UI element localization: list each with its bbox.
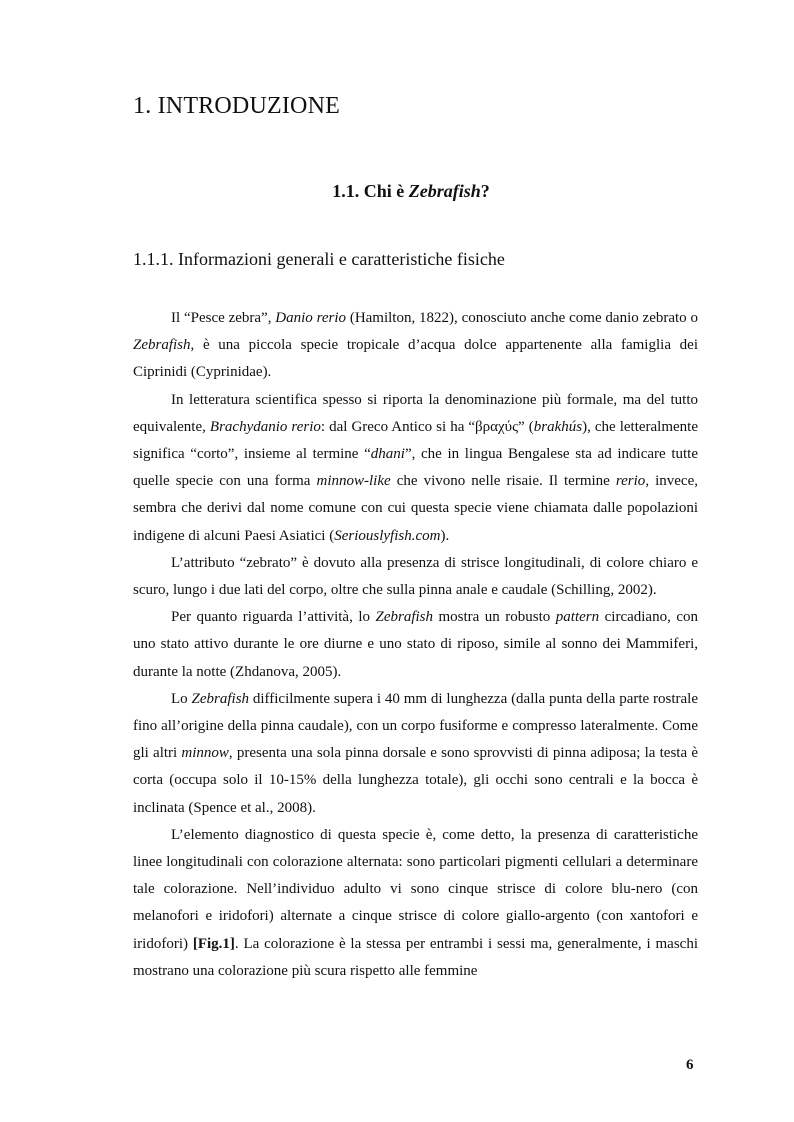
- section-title-prefix: 1.1. Chi è: [332, 181, 409, 201]
- paragraph-6: [133, 822, 698, 985]
- italic-term: minnow-like: [316, 473, 391, 490]
- paragraph-3: [133, 550, 698, 604]
- italic-term: minnow: [181, 745, 229, 762]
- text-run: ”, che in lingua Bengalese sta ad indicare tutte quelle specie con una forma: [133, 446, 698, 490]
- italic-term: Zebrafish: [191, 690, 250, 707]
- figure-reference: [Fig.1]: [192, 935, 235, 952]
- section-title-suffix: ?: [480, 181, 490, 201]
- text-run: Per quanto riguarda l’attività, lo: [171, 609, 376, 626]
- italic-term: Zebrafish: [133, 337, 191, 354]
- text-run: : dal Greco Antico si ha “βραχύς” (: [320, 418, 534, 435]
- chapter-title: 1. INTRODUZIONE: [133, 93, 340, 119]
- italic-term: pattern: [555, 609, 600, 626]
- italic-term: brakhús: [533, 418, 583, 435]
- paragraph-5: [133, 686, 698, 822]
- body-text: [133, 305, 698, 985]
- italic-term: Brachydanio rerio: [209, 418, 321, 435]
- paragraph-2: [133, 387, 698, 550]
- section-title: [0, 181, 794, 202]
- text-run: mostra un robusto: [433, 609, 556, 626]
- text-run: L’attributo “zebrato” è dovuto alla presenza di strisce longitudinali, di colore chiaro e scuro, lungo i due lati del corpo, oltre che sulla pinna anale e caudale (Schilling, 2002).: [133, 554, 698, 599]
- text-run: ).: [440, 527, 450, 544]
- paragraph-4: [133, 604, 698, 686]
- italic-term: rerio: [615, 473, 646, 490]
- page-number: 6: [686, 1057, 694, 1073]
- text-run: L’elemento diagnostico di questa specie è, come detto, la presenza di caratteristiche linee longitudinali con colorazione alternata: sono particolari pigmenti cellulari a determinare tale colorazione. Nell’individuo adulto vi sono cinque strisce di colore blu-nero (con melanofori e iridofori) alternate a cinque strisce di colore giallo-argento (con xantofori e iridofori): [133, 826, 698, 952]
- text-run: (Hamilton, 1822), conosciuto anche come danio zebrato o: [346, 310, 698, 326]
- italic-term: Danio rerio: [275, 310, 347, 326]
- text-run: , invece, sembra che derivi dal nome comune con cui questa specie viene chiamata dalle popolazioni indigene di alcuni Paesi Asiatici (: [133, 473, 699, 544]
- text-run: difficilmente supera i 40 mm di lunghezza (dalla punta della parte rostrale fino all’origine della pinna caudale), con un corpo fusiforme e compresso lateralmente. Come gli altri: [133, 690, 699, 762]
- text-run: Il “Pesce zebra”,: [171, 310, 276, 326]
- text-run: Lo: [171, 690, 192, 707]
- text-run: , è una piccola specie tropicale d’acqua dolce appartenente alla famiglia dei Ciprinidi (Cyprinidae).: [133, 337, 698, 381]
- section-title-italic: Zebrafish: [408, 181, 481, 201]
- text-run: ), che letteralmente significa “corto”, insieme al termine “: [133, 418, 698, 463]
- text-run: . La colorazione è la stessa per entrambi i sessi ma, generalmente, i maschi mostrano una colorazione più scura rispetto alle femmine: [133, 935, 699, 979]
- italic-term: Seriouslyfish.com: [334, 527, 441, 544]
- text-run: circadiano, con uno stato attivo durante le ore diurne e uno stato di riposo, simile al sonno dei Mammiferi, durante la notte (Zhdanova, 2005).: [133, 609, 698, 680]
- subsection-title: 1.1.1. Informazioni generali e caratteristiche fisiche: [133, 249, 505, 269]
- italic-term: Zebrafish: [375, 609, 433, 626]
- paragraph-1: [133, 305, 698, 387]
- italic-term: dhani: [370, 446, 405, 463]
- text-run: , presenta una sola pinna dorsale e sono sprovvisti di pinna adiposa; la testa è corta (occupa solo il 10-15% della lunghezza totale), gli occhi sono centrali e la bocca è inclinata (Spence et al., 2008).: [133, 745, 698, 816]
- text-run: In letteratura scientifica spesso si riporta la denominazione più formale, ma del tutto equivalente,: [133, 391, 698, 435]
- text-run: che vivono nelle risaie. Il termine: [390, 473, 616, 490]
